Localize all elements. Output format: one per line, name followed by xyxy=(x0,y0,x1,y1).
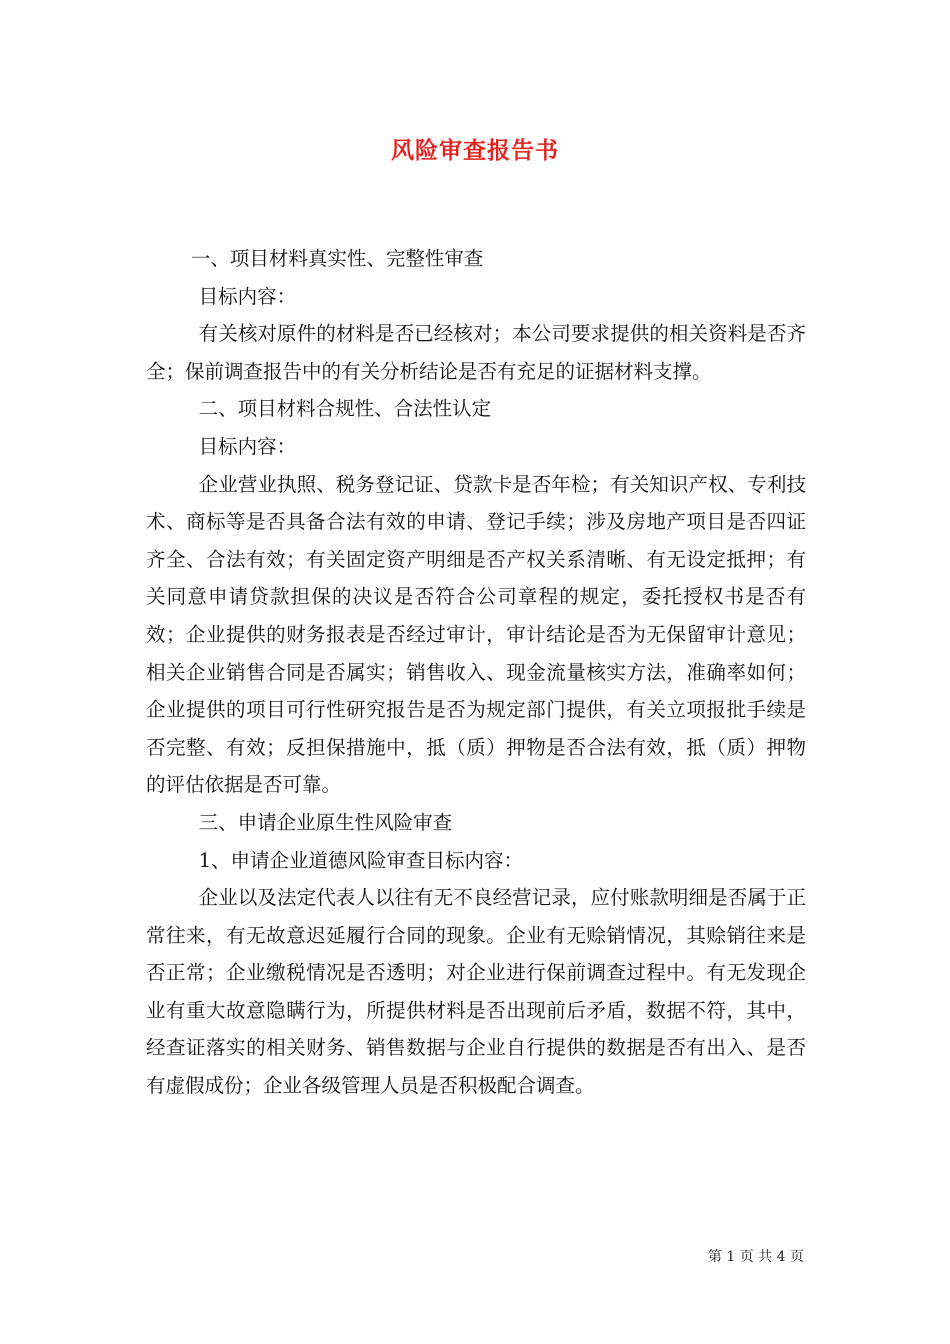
paragraph-section-3-heading: 三、申请企业原生性风险审查 xyxy=(198,810,453,834)
paragraph-section-1-heading: 一、项目材料真实性、完整性审查 xyxy=(190,247,484,270)
page-number-footer: 第 1 页 共 4 页 xyxy=(707,1249,804,1265)
paragraph-subsection-1-content: 企业以及法定代表人以往有无不良经营记录，应付账款明细是否属于正常往来，有无故意迟延履行合同的现象。企业有无赊销情况，其赊销往来是否正常；企业缴税情况是否透明；对企业进行保前调查过程中。有无发现企业有重大故意隐瞒行为，所提供材料是否出现前后矛盾，数据不符，其中，经查证落实的相关财务、销售数据与企业自行提供的数据是否有出入、是否有虚假成份；企业各级管理人员是否积极配合调查。 xyxy=(146,886,806,1098)
paragraph-target-label-2: 目标内容： xyxy=(198,434,297,458)
paragraph-section-2-content: 企业营业执照、税务登记证、贷款卡是否年检；有关知识产权、专利技术、商标等是否具备合法有效的申请、登记手续；涉及房地产项目是否四证齐全、合法有效；有关固定资产明细是否产权关系清晰、有无设定抵押；有关同意申请贷款担保的决议是否符合公司章程的规定，委托授权书是否有效；企业提供的财务报表是否经过审计，审计结论是否为无保留审计意见；相关企业销售合同是否属实；销售收入、现金流量核实方法，准确率如何；企业提供的项目可行性研究报告是否为规定部门提供，有关立项报批手续是否完整、有效；反担保措施中，抵（质）押物是否合法有效，抵（质）押物的评估依据是否可靠。 xyxy=(146,472,806,797)
paragraph-target-label-1: 目标内容： xyxy=(198,284,297,308)
paragraph-section-2-heading: 二、项目材料合规性、合法性认定 xyxy=(198,397,492,421)
paragraph-subsection-1-heading: 1、申请企业道德风险审查目标内容： xyxy=(198,848,524,872)
paragraph-section-1-content: 有关核对原件的材料是否已经核对；本公司要求提供的相关资料是否齐全；保前调查报告中的有关分析结论是否有充足的证据材料支撑。 xyxy=(146,322,806,383)
document-body xyxy=(146,240,806,1105)
document-title: 风险审查报告书 xyxy=(391,137,559,164)
